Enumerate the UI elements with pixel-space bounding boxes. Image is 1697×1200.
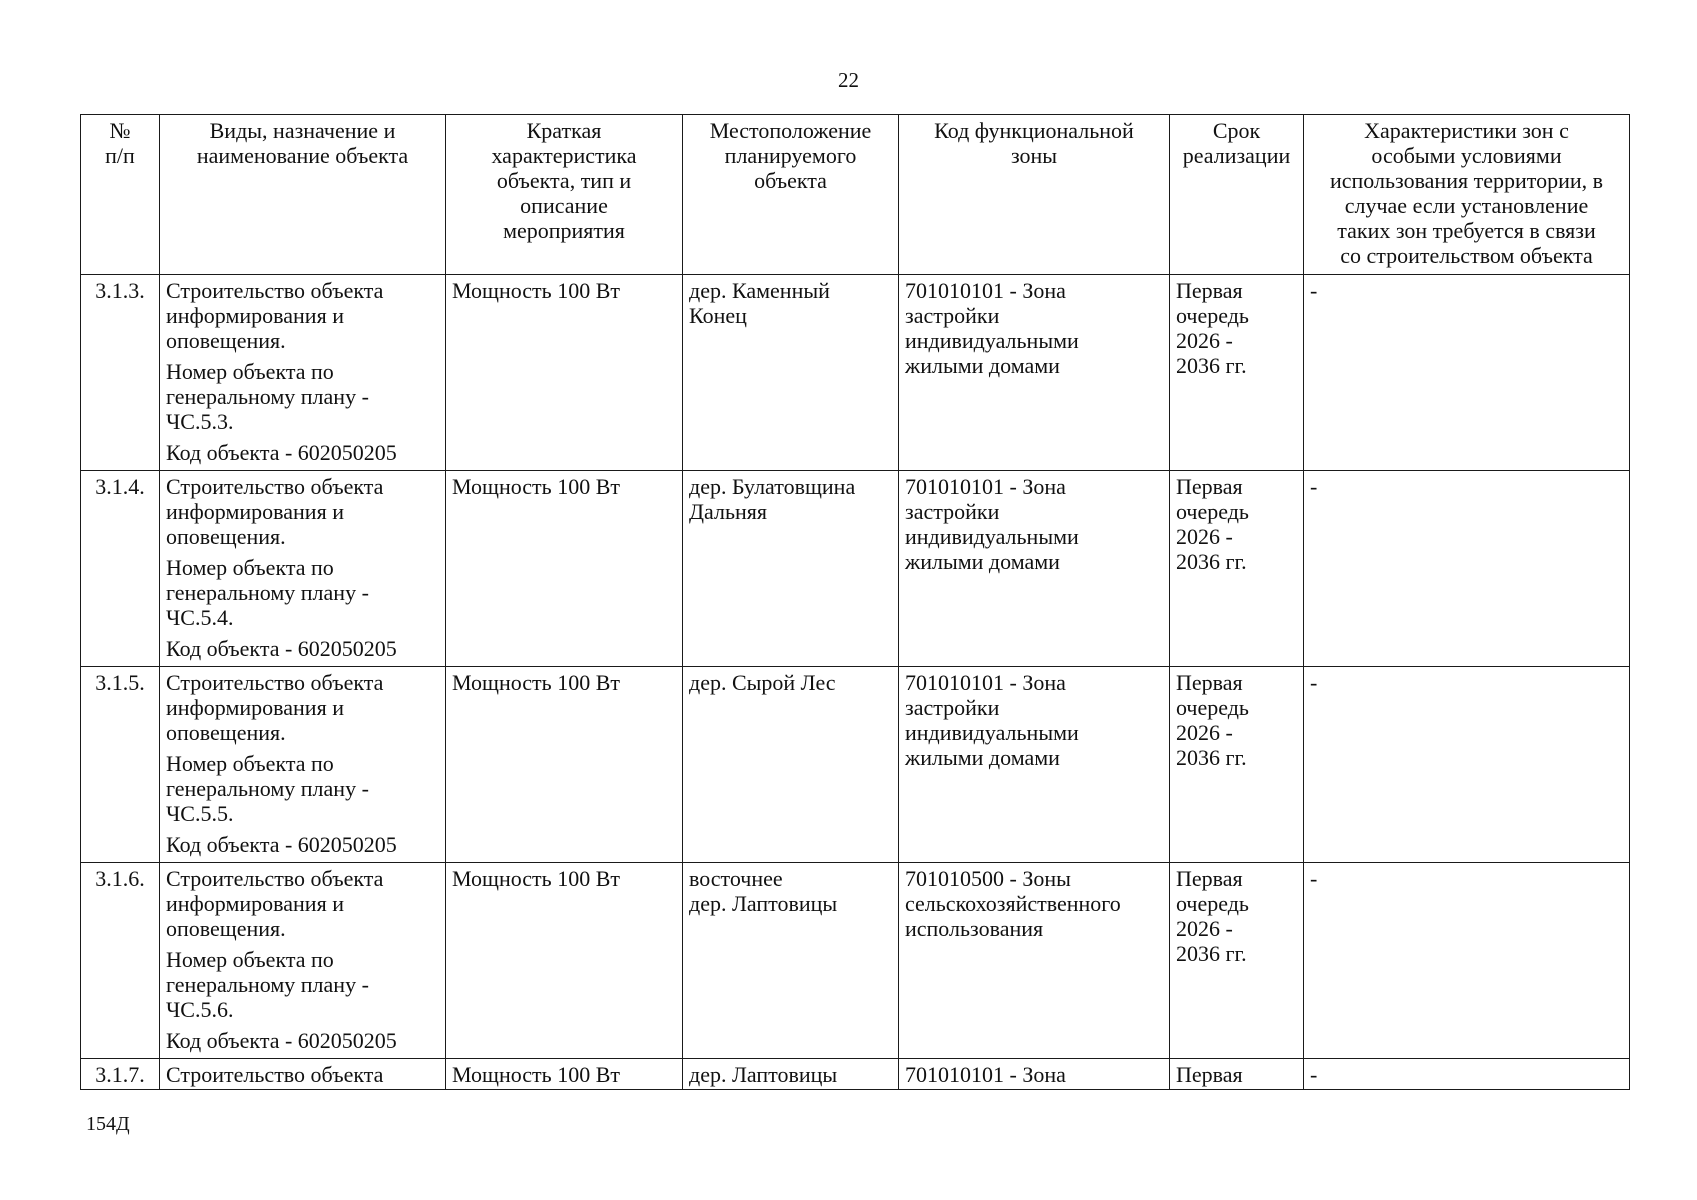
header-num: № п/п — [81, 115, 160, 275]
cell-brief: Мощность 100 Вт — [446, 471, 683, 667]
cell-brief: Мощность 100 Вт — [446, 275, 683, 471]
page-number: 22 — [838, 68, 859, 92]
cell-term: Первая очередь 2026 - 2036 гг. — [1170, 863, 1304, 1059]
cell-special-zones: - — [1304, 1059, 1630, 1090]
cell-special-zones: - — [1304, 863, 1630, 1059]
header-special-zones: Характеристики зон с особыми условиями использования территории, в случае если установление таких зон требуется в связи со строительством объекта — [1304, 115, 1630, 275]
cell-location: восточнее дер. Лаптовицы — [683, 863, 899, 1059]
cell-object-type: Строительство объекта — [160, 1059, 446, 1090]
table-row — [81, 1059, 1630, 1090]
header-term: Срок реализации — [1170, 115, 1304, 275]
cell-location: дер. Булатовщина Дальняя — [683, 471, 899, 667]
cell-location: дер. Каменный Конец — [683, 275, 899, 471]
table-row — [81, 863, 1630, 1059]
planned-objects-table — [80, 114, 1630, 1090]
header-object-type: Виды, назначение и наименование объекта — [160, 115, 446, 275]
cell-zone-code: 701010101 - Зона застройки индивидуальными жилыми домами — [899, 275, 1170, 471]
table-row — [81, 667, 1630, 863]
header-zone-code: Код функциональной зоны — [899, 115, 1170, 275]
cell-num: 3.1.6. — [81, 863, 160, 1059]
cell-location: дер. Лаптовицы — [683, 1059, 899, 1090]
document-code: 154Д — [86, 1113, 130, 1135]
cell-special-zones: - — [1304, 471, 1630, 667]
cell-object-type: Строительство объекта информирования и оповещения. Номер объекта по генеральному плану - ЧС.5.6. Код объекта - 602050205 — [160, 863, 446, 1059]
cell-special-zones: - — [1304, 275, 1630, 471]
cell-num: 3.1.3. — [81, 275, 160, 471]
cell-brief: Мощность 100 Вт — [446, 863, 683, 1059]
cell-num: 3.1.5. — [81, 667, 160, 863]
cell-num: 3.1.7. — [81, 1059, 160, 1090]
table-row — [81, 275, 1630, 471]
cell-object-type: Строительство объекта информирования и оповещения. Номер объекта по генеральному плану - ЧС.5.5. Код объекта - 602050205 — [160, 667, 446, 863]
cell-zone-code: 701010101 - Зона застройки индивидуальными жилыми домами — [899, 667, 1170, 863]
cell-term: Первая очередь 2026 - 2036 гг. — [1170, 667, 1304, 863]
table-header-row — [81, 115, 1630, 275]
cell-special-zones: - — [1304, 667, 1630, 863]
cell-zone-code: 701010500 - Зоны сельскохозяйственного использования — [899, 863, 1170, 1059]
cell-zone-code: 701010101 - Зона застройки индивидуальными жилыми домами — [899, 471, 1170, 667]
cell-location: дер. Сырой Лес — [683, 667, 899, 863]
cell-object-type: Строительство объекта информирования и оповещения. Номер объекта по генеральному плану - ЧС.5.3. Код объекта - 602050205 — [160, 275, 446, 471]
cell-term: Первая очередь 2026 - 2036 гг. — [1170, 275, 1304, 471]
table-row — [81, 471, 1630, 667]
cell-term: Первая очередь 2026 - 2036 гг. — [1170, 471, 1304, 667]
cell-object-type: Строительство объекта информирования и оповещения. Номер объекта по генеральному плану - ЧС.5.4. Код объекта - 602050205 — [160, 471, 446, 667]
header-brief-characteristics: Краткая характеристика объекта, тип и описание мероприятия — [446, 115, 683, 275]
header-location: Местоположение планируемого объекта — [683, 115, 899, 275]
cell-term: Первая — [1170, 1059, 1304, 1090]
cell-brief: Мощность 100 Вт — [446, 667, 683, 863]
cell-zone-code: 701010101 - Зона — [899, 1059, 1170, 1090]
cell-num: 3.1.4. — [81, 471, 160, 667]
cell-brief: Мощность 100 Вт — [446, 1059, 683, 1090]
